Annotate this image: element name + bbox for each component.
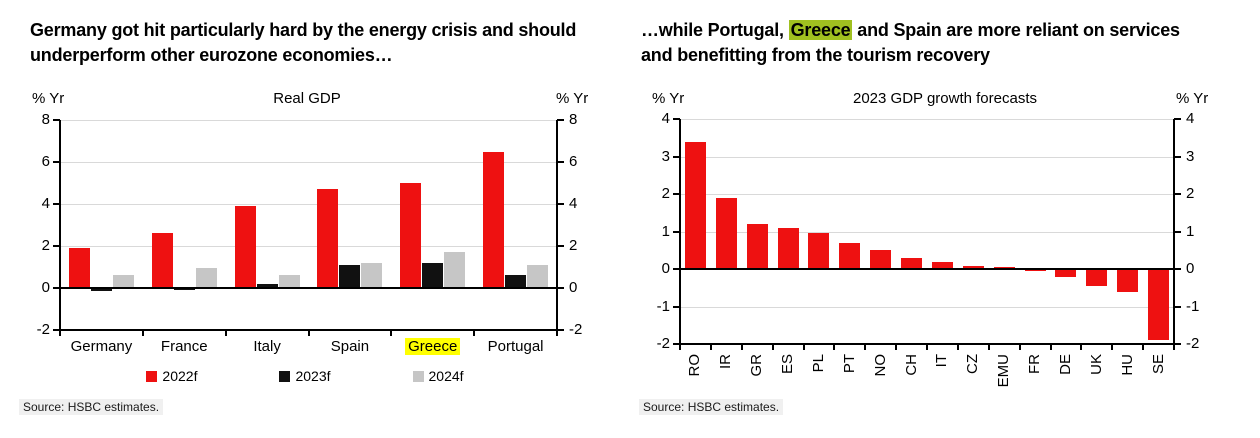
legend-item-2024f xyxy=(413,368,464,384)
gridline xyxy=(680,157,1174,158)
y-tick-label: -2 xyxy=(569,321,583,338)
highlighted-category-text: Greece xyxy=(405,338,460,355)
x-axis-tick xyxy=(308,330,310,336)
x-category-label: PL xyxy=(809,354,827,373)
legend-item-2022f xyxy=(146,368,197,384)
y-axis-line xyxy=(59,120,61,330)
highlighted-title-text: Greece xyxy=(790,20,851,40)
x-category-label: ES xyxy=(779,354,797,375)
x-axis-tick xyxy=(1050,344,1052,350)
x-axis-tick xyxy=(772,344,774,350)
bar-2024f-Spain xyxy=(361,263,382,288)
y-axis-tick xyxy=(557,287,564,289)
x-category-label: PT xyxy=(840,354,858,374)
bar-2024f-France xyxy=(196,268,217,288)
y-axis-unit-right: % Yr xyxy=(556,90,589,107)
bar-2022f-Portugal xyxy=(483,152,504,289)
y-tick-label: 2 xyxy=(41,237,50,254)
bar-2023f-HU xyxy=(1117,269,1138,292)
y-axis-tick xyxy=(557,161,564,163)
bar-2023f-IR xyxy=(716,198,737,269)
x-category-label: IT xyxy=(933,354,951,368)
y-tick-label: 6 xyxy=(569,153,578,170)
gridline xyxy=(680,119,1174,120)
y-tick-label: 3 xyxy=(1186,147,1195,165)
bar-2023f-ES xyxy=(778,228,799,269)
y-tick-label: 4 xyxy=(569,195,578,212)
x-category-label: Spain xyxy=(330,338,370,355)
y-axis-tick xyxy=(1174,343,1181,345)
y-tick-label: 4 xyxy=(41,195,50,212)
bar-2022f-Spain xyxy=(317,189,338,288)
x-axis-tick xyxy=(710,344,712,350)
legend-swatch-icon xyxy=(146,371,157,382)
y-axis-tick xyxy=(557,203,564,205)
x-category-label xyxy=(388,338,478,356)
source-note: Source: HSBC estimates. xyxy=(639,399,783,415)
bar-2024f-Portugal xyxy=(527,265,548,288)
y-axis-unit-right: % Yr xyxy=(1176,90,1209,107)
x-axis-tick xyxy=(957,344,959,350)
x-axis-tick xyxy=(1019,344,1021,350)
bar-2022f-Germany xyxy=(69,248,90,288)
legend-item-2023f xyxy=(279,368,330,384)
y-tick-label: -2 xyxy=(36,321,50,338)
bar-2023f-RO xyxy=(685,142,706,270)
x-category-label: HU xyxy=(1118,354,1136,376)
chart-title: 2023 GDP growth forecasts xyxy=(853,90,1037,107)
x-axis-tick xyxy=(225,330,227,336)
x-axis-tick xyxy=(833,344,835,350)
x-category-label: SE xyxy=(1149,354,1167,375)
bar-2023f-SE xyxy=(1148,269,1169,340)
bar-2022f-Greece xyxy=(400,183,421,288)
gridline xyxy=(680,194,1174,195)
y-tick-label: 0 xyxy=(569,279,578,296)
x-axis-tick xyxy=(679,344,681,350)
y-tick-label: 1 xyxy=(661,222,670,240)
y-axis-tick xyxy=(557,329,564,331)
y-axis-line xyxy=(679,119,681,344)
y-axis-tick xyxy=(1174,118,1181,120)
y-tick-label: 4 xyxy=(661,110,670,127)
y-axis-tick xyxy=(557,245,564,247)
x-axis-tick xyxy=(864,344,866,350)
x-category-label: Germany xyxy=(70,338,133,355)
x-category-label: CZ xyxy=(964,354,982,374)
bar-2023f-Spain xyxy=(339,265,360,288)
legend-label: 2024f xyxy=(428,368,464,384)
y-axis-tick xyxy=(557,119,564,121)
y-tick-label: 3 xyxy=(661,147,670,165)
y-axis-unit-left: % Yr xyxy=(32,90,65,107)
y-tick-label: 2 xyxy=(1186,185,1195,202)
x-category-label: France xyxy=(160,338,208,355)
x-category-label: CH xyxy=(902,354,920,376)
y-tick-label: 6 xyxy=(41,153,50,170)
title-text: Germany got hit particularly hard by the energy crisis and should underperform other eurozone economies… xyxy=(30,20,577,65)
y-tick-label: -1 xyxy=(1186,297,1200,315)
y-tick-label: 8 xyxy=(41,111,50,128)
gridline xyxy=(60,120,557,121)
x-axis-tick xyxy=(390,330,392,336)
y-axis-tick xyxy=(1174,268,1181,270)
gdp-forecasts-chart-plot xyxy=(656,110,1200,388)
x-category-label: Portugal xyxy=(487,338,544,355)
y-tick-label: 0 xyxy=(661,260,670,277)
x-category-label: FR xyxy=(1026,354,1044,374)
y-axis-unit-left: % Yr xyxy=(652,90,685,107)
x-axis-tick xyxy=(895,344,897,350)
y-tick-label: 8 xyxy=(569,111,578,128)
y-tick-label: -1 xyxy=(656,297,670,315)
bar-2023f-Greece xyxy=(422,263,443,288)
legend-label: 2022f xyxy=(162,368,198,384)
bar-2023f-UK xyxy=(1086,269,1107,286)
x-category-label: DE xyxy=(1056,354,1074,375)
x-axis-tick xyxy=(59,330,61,336)
x-axis-tick xyxy=(473,330,475,336)
title-text: and Spain are more reliant on services and benefitting from the tourism recovery xyxy=(641,20,1180,65)
left-chart-heading xyxy=(30,18,582,68)
bar-2022f-France xyxy=(152,233,173,288)
y-tick-label: 0 xyxy=(41,279,50,296)
bar-2022f-Italy xyxy=(235,206,256,288)
y-tick-label: -2 xyxy=(1186,335,1200,352)
y-axis-tick xyxy=(1174,306,1181,308)
y-tick-label: 0 xyxy=(1186,260,1195,277)
x-axis-tick xyxy=(741,344,743,350)
x-category-label: GR xyxy=(748,354,766,377)
zero-axis-line xyxy=(680,268,1174,270)
y-tick-label: 1 xyxy=(1186,222,1195,240)
legend-swatch-icon xyxy=(413,371,424,382)
bar-2023f-NO xyxy=(870,250,891,269)
x-category-label: IR xyxy=(717,354,735,369)
x-axis-tick xyxy=(926,344,928,350)
y-axis-tick xyxy=(1174,193,1181,195)
right-chart-heading xyxy=(641,18,1193,68)
real-gdp-chart-plot xyxy=(36,111,583,355)
bar-2024f-Greece xyxy=(444,252,465,288)
y-axis-line xyxy=(556,120,558,330)
chart-legend xyxy=(0,368,610,384)
x-category-label: NO xyxy=(871,354,889,377)
x-axis-tick xyxy=(1142,344,1144,350)
y-tick-label: 2 xyxy=(569,237,578,254)
y-axis-tick xyxy=(1174,156,1181,158)
source-note: Source: HSBC estimates. xyxy=(19,399,163,415)
chart-title: Real GDP xyxy=(273,90,341,107)
x-category-label: UK xyxy=(1087,354,1105,375)
right-chart-panel xyxy=(630,0,1260,438)
legend-label: 2023f xyxy=(295,368,331,384)
y-tick-label: 4 xyxy=(1186,110,1195,127)
title-text: …while Portugal, xyxy=(641,20,789,40)
bar-2023f-DE xyxy=(1055,269,1076,277)
y-axis-line xyxy=(1173,119,1175,344)
x-axis-tick xyxy=(988,344,990,350)
y-tick-label: -2 xyxy=(656,335,670,352)
x-axis-tick xyxy=(142,330,144,336)
zero-axis-line xyxy=(60,287,557,289)
y-tick-label: 2 xyxy=(661,185,670,202)
x-axis-tick xyxy=(803,344,805,350)
x-axis-tick xyxy=(556,330,558,336)
bar-2023f-PT xyxy=(839,243,860,269)
bar-2023f-PL xyxy=(808,233,829,269)
x-axis-tick xyxy=(1080,344,1082,350)
legend-swatch-icon xyxy=(279,371,290,382)
bar-2023f-GR xyxy=(747,224,768,269)
x-category-label: EMU xyxy=(995,354,1013,388)
gridline xyxy=(680,307,1174,308)
y-axis-tick xyxy=(1174,231,1181,233)
x-axis-tick xyxy=(1111,344,1113,350)
x-category-label: Italy xyxy=(253,338,281,355)
x-axis-tick xyxy=(1173,344,1175,350)
x-category-label: RO xyxy=(686,354,704,377)
